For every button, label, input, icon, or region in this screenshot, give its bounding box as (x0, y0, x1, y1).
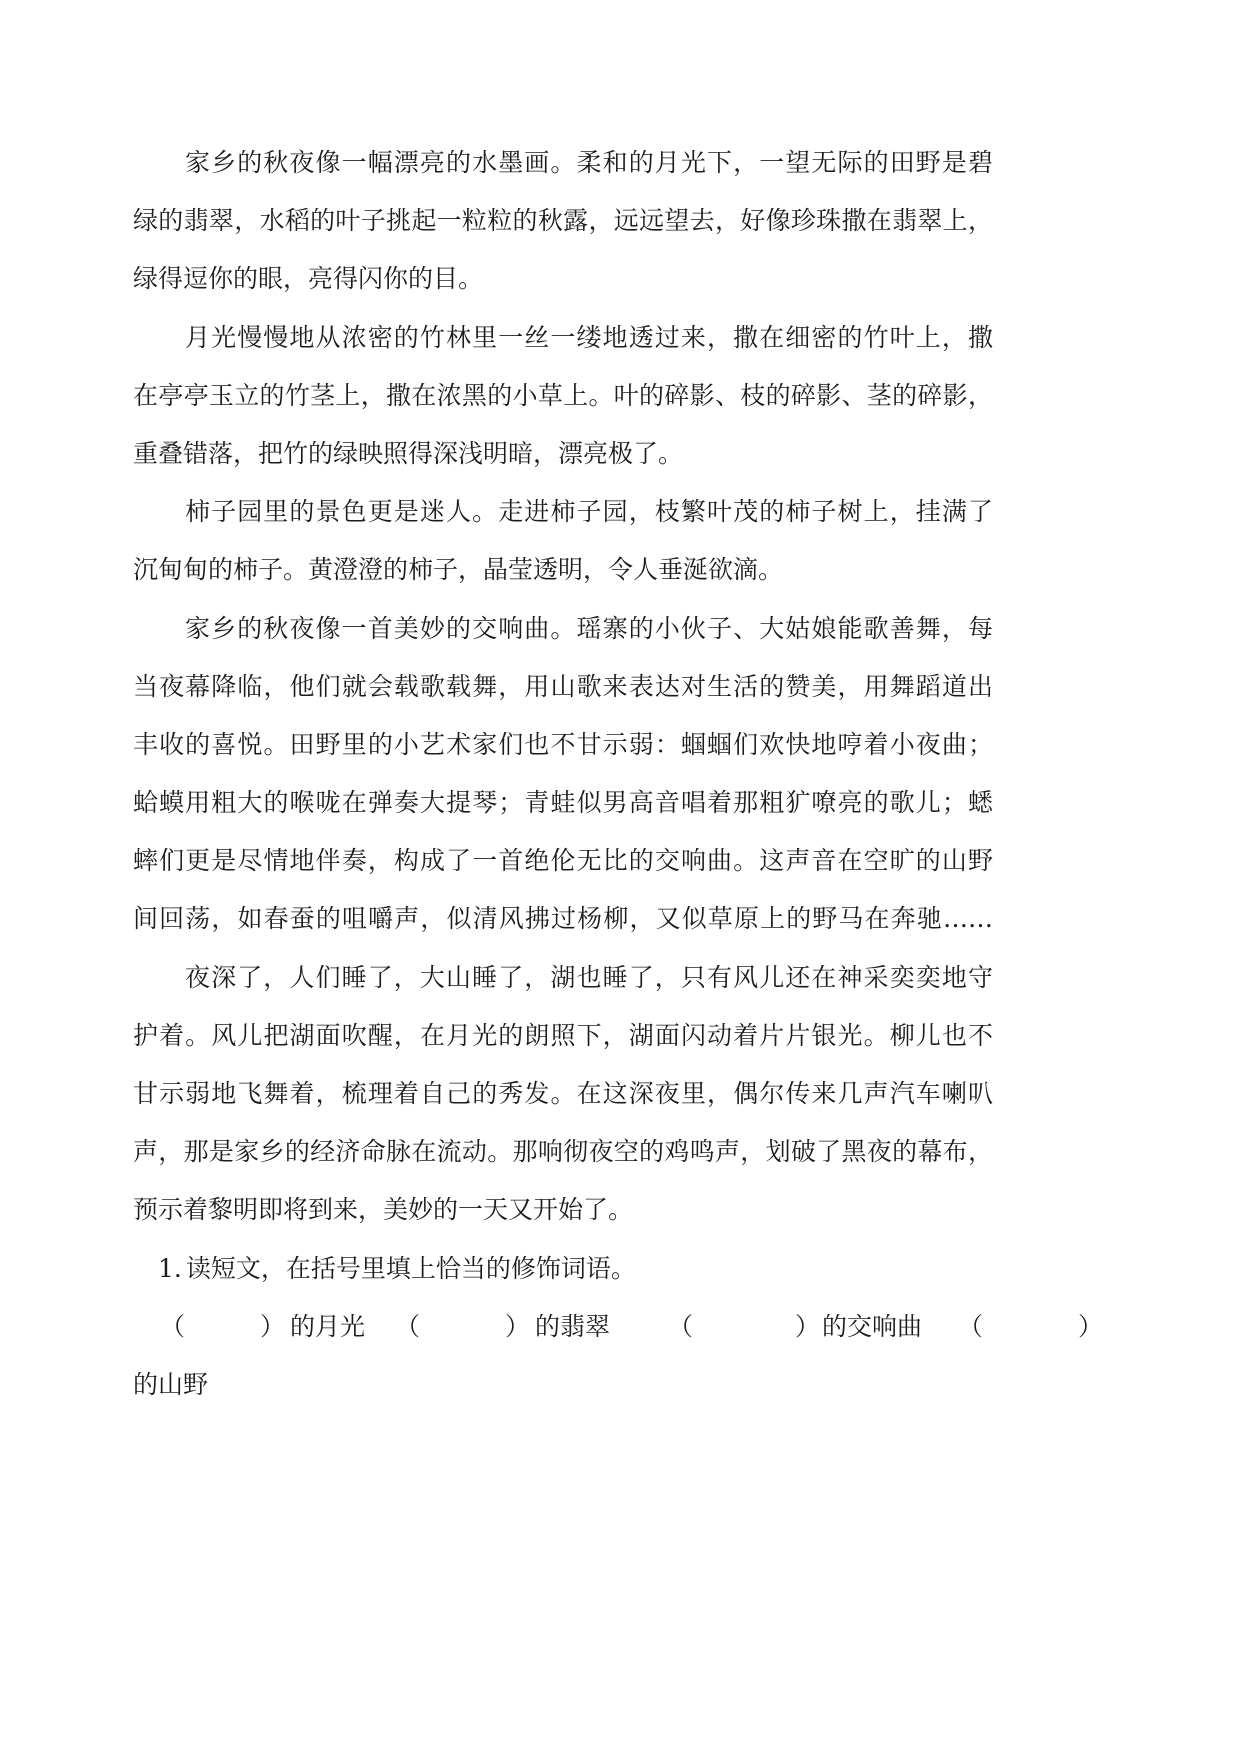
paragraph-line: 当夜幕降临，他们就会载歌载舞，用山歌来表达对生活的赞美，用舞蹈道出 (133, 671, 993, 701)
blank-word: 的山野 (133, 1369, 209, 1399)
blank-close-paren: ） (1078, 1311, 1104, 1341)
fill-in-blanks-row (133, 1298, 1113, 1356)
paragraph-line: 柿子园里的景色更是迷人。走进柿子园，枝繁叶茂的柿子树上，挂满了 (185, 497, 993, 527)
paragraph (133, 949, 993, 1240)
paragraph-line: 家乡的秋夜像一首美妙的交响曲。瑶寨的小伙子、大姑娘能歌善舞，每 (185, 613, 993, 643)
paragraph-line: 蟀们更是尽情地伴奏，构成了一首绝伦无比的交响曲。这声音在空旷的山野 (133, 846, 993, 876)
paragraph-line: 家乡的秋夜像一幅漂亮的水墨画。柔和的月光下，一望无际的田野是碧 (185, 148, 993, 177)
blank-word: 的翡翠 (535, 1311, 611, 1341)
paragraph-line: 预示着黎明即将到来，美妙的一天又开始了。 (133, 1195, 634, 1225)
paragraph (133, 134, 993, 309)
paragraph-line: 重叠错落，把竹的绿映照得深浅明暗，漂亮极了。 (133, 438, 684, 468)
paragraph-line: 蛤蟆用粗大的喉咙在弹奏大提琴；青蛙似男高音唱着那粗犷嘹亮的歌儿；蟋 (133, 788, 993, 818)
paragraph-line: 丰收的喜悦。田野里的小艺术家们也不甘示弱：蝈蝈们欢快地哼着小夜曲； (133, 729, 993, 759)
paragraph-line: 在亭亭玉立的竹茎上，撒在浓黑的小草上。叶的碎影、枝的碎影、茎的碎影， (133, 380, 993, 410)
paragraph-line: 绿的翡翠，水稻的叶子挑起一粒粒的秋露，远远望去，好像珍珠撒在翡翠上， (133, 206, 993, 236)
paragraph-line: 夜深了，人们睡了，大山睡了，湖也睡了，只有风儿还在神采奕奕地守 (185, 962, 993, 992)
paragraph (133, 483, 993, 599)
document-body (133, 134, 1104, 1414)
question-number: 1. (158, 1253, 182, 1283)
blank-word: 的交响曲 (822, 1311, 923, 1341)
blank-close-paren: ） (260, 1311, 286, 1341)
paragraph-line: 间回荡，如春蚕的咀嚼声，似清风拂过杨柳，又似草原上的野马在奔驰…… (133, 904, 993, 934)
blank-open-paren: （ (395, 1311, 421, 1341)
question-prompt (133, 1240, 993, 1298)
blank-word: 的月光 (290, 1311, 366, 1341)
blank-close-paren: ） (505, 1311, 531, 1341)
paragraph-line: 甘示弱地飞舞着，梳理着自己的秀发。在这深夜里，偶尔传来几声汽车喇叭 (133, 1079, 993, 1108)
paragraph (133, 600, 993, 949)
paragraph-line: 月光慢慢地从浓密的竹林里一丝一缕地透过来，撒在细密的竹叶上，撒 (185, 322, 993, 352)
blank-open-paren: （ (668, 1311, 694, 1341)
paragraph (133, 309, 993, 484)
blank-open-paren: （ (958, 1311, 984, 1341)
paragraph-line: 沉甸甸的柿子。黄澄澄的柿子，晶莹透明，令人垂涎欲滴。 (133, 555, 784, 585)
paragraph-line: 护着。风儿把湖面吹醒，在月光的朗照下，湖面闪动着片片银光。柳儿也不 (133, 1020, 993, 1050)
blank-open-paren: （ (160, 1311, 186, 1341)
question-text: 读短文，在括号里填上恰当的修饰词语。 (185, 1253, 636, 1283)
paragraph-line: 绿得逗你的眼，亮得闪你的目。 (133, 264, 484, 294)
blank-close-paren: ） (795, 1311, 821, 1341)
paragraph-line: 声，那是家乡的经济命脉在流动。那响彻夜空的鸡鸣声，划破了黑夜的幕布， (133, 1137, 993, 1167)
